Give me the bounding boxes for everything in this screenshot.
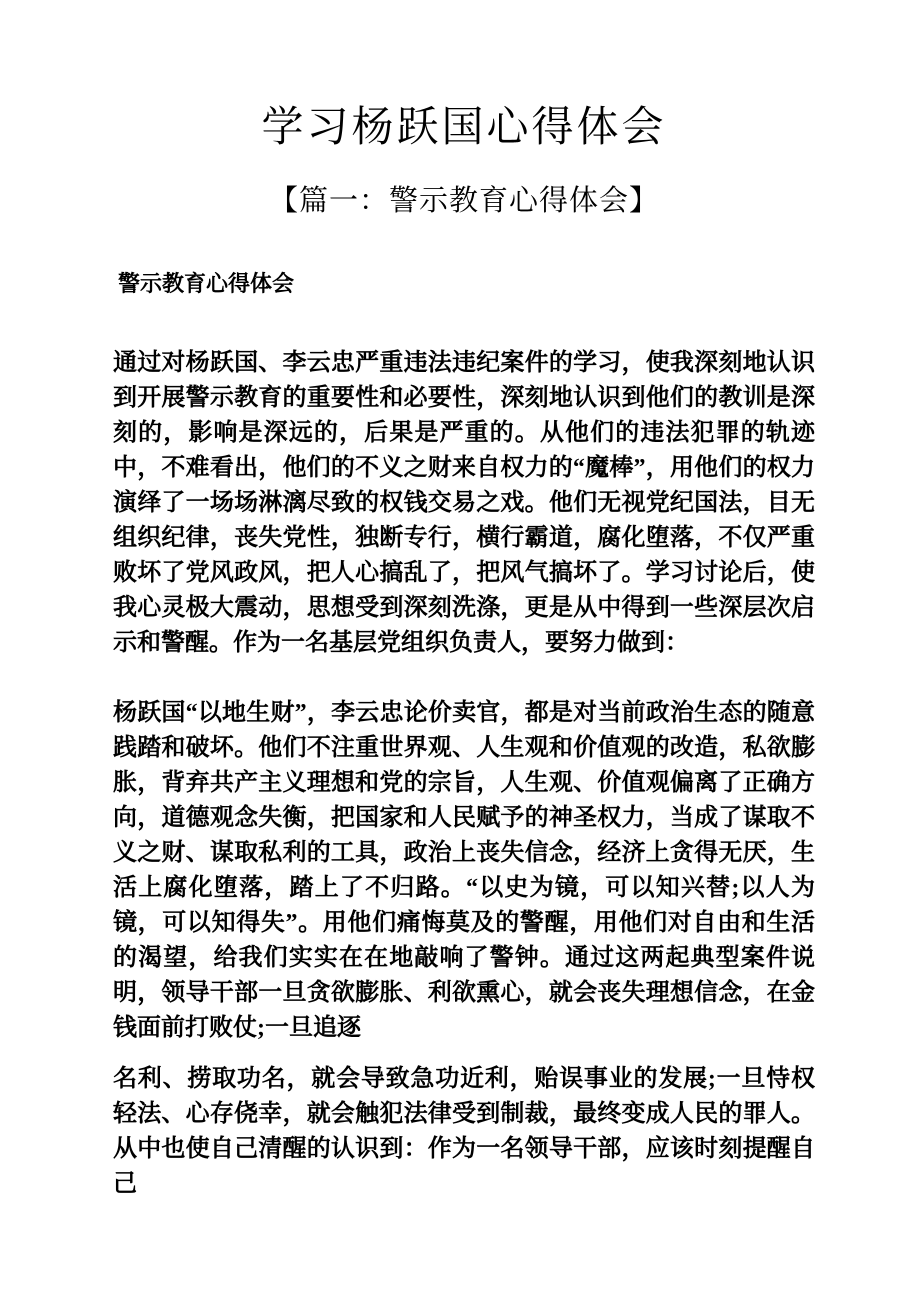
- body-paragraph-1: 通过对杨跃国、李云忠严重违法违纪案件的学习，使我深刻地认识到开展警示教育的重要性和必要性，深刻地认识到他们的教训是深刻的，影响是深远的，后果是严重的。从他们的违法犯罪的轨迹中，不难看出，他们的不义之财来自权力的“魔棒”，用他们的权力演绎了一场场淋漓尽致的权钱交易之戏。他们无视党纪国法，目无组织纪律，丧失党性，独断专行，横行霸道，腐化堕落，不仅严重败坏了党风政风，把人心搞乱了，把风气搞坏了。学习讨论后，使我心灵极大震动，思想受到深刻洗涤，更是从中得到一些深层次启示和警醒。作为一名基层党组织负责人，要努力做到：: [113, 350, 815, 656]
- page-title: 学习杨跃国心得体会: [261, 105, 667, 151]
- section-subtitle: 【篇一：警示教育心得体会】: [268, 185, 659, 217]
- document-content: [0, 100, 920, 1202]
- body-paragraph-2: 杨跃国“以地生财”，李云忠论价卖官，都是对当前政治生态的随意践踏和破坏。他们不注重世界观、人生观和价值观的改造，私欲膨胀，背弃共产主义理想和党的宗旨，人生观、价值观偏离了正确方向，道德观念失衡，把国家和人民赋予的神圣权力，当成了谋取不义之财、谋取私利的工具，政治上丧失信念，经济上贪得无厌，生活上腐化堕落，踏上了不归路。“以史为镜，可以知兴替;以人为镜，可以知得失”。用他们痛悔莫及的警醒，用他们对自由和生活的渴望，给我们实实在在地敲响了警钟。通过这两起典型案件说明，领导干部一旦贪欲膨胀、利欲熏心，就会丧失理想信念，在金钱面前打败仗;一旦追逐: [113, 700, 815, 1041]
- section-heading: 警示教育心得体会: [118, 271, 295, 296]
- body-paragraph-3: 名利、捞取功名，就会导致急功近利，贻误事业的发展;一旦恃权轻法、心存侥幸，就会触犯法律受到制裁，最终变成人民的罪人。从中也使自己清醒的认识到：作为一名领导干部，应该时刻提醒自己: [113, 1066, 815, 1197]
